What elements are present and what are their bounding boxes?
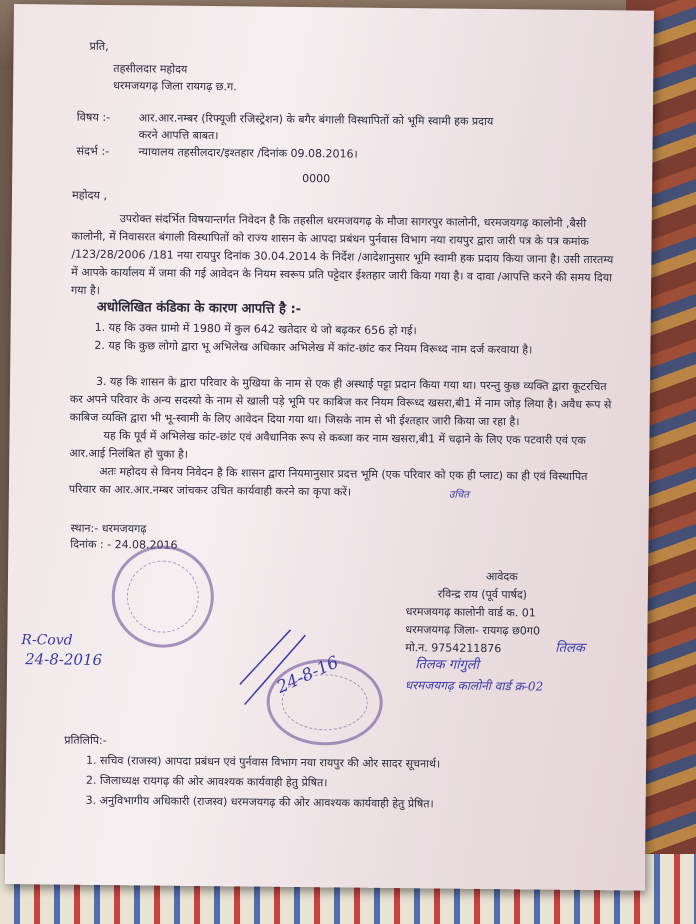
body-paragraph: उपरोक्त संदर्भित विषयान्तर्गत निवेदन है कि तहसील धरमजयगढ़ के मौजा सागरपुर कालोनी, धरमजयगढ़ कालोनी ,बैसी कालोनी, में निवासरत बंगाली विस्थापितों को राज्य शासन के आपदा प्रबंधन पुर्नवास विभाग नया रायपुर द्वारा जारी पत्र के पत्र कमांक /123/28/2006 /181 नया रायपुर दिनांक 30.04.2014 के निर्देश /आदेशानुसार भूमि स्वामी हक प्रदाय किया जाना है। उसी तारतम्य में आपके कार्यालय में जमा की गई आवेदन के नियम स्वरूप प्रति पट्टेदार ईश्तहार जारी किया गया है। व दावा /आपत्ति करने की समय दिया गया है।	[70, 212, 614, 297]
point-1: 1. यह कि उक्त ग्रामो में 1980 में कुल 642 खतेदार थे जो बढ़कर 656 हो गई।	[94, 320, 417, 338]
addressee-title: तहसीलदार महोदय	[113, 62, 188, 76]
copy-item-1: 1. सचिव (राजस्व) आपदा प्रबंधन एवं पुर्नवास विभाग नया रायपुर की ओर सादर सूचनार्थ।	[86, 753, 441, 771]
applicant-mobile: मो.न. 9754211876	[405, 641, 502, 656]
objection-heading: अधोलिखित कंडिका के कारण आपत्ति है :-	[96, 299, 302, 318]
received-note: R-Covd	[21, 632, 73, 649]
reference-text: न्यायालय तहसीलदार/इश्तहार /दिनांक 09.08.2016।	[138, 145, 358, 161]
applicant-district: धरमजयगढ़ जिला- रायगढ़ छ0ग0	[405, 623, 541, 638]
handwritten-address: धरमजयगढ़ कालोनी वार्ड क्र-02	[404, 678, 544, 694]
subject-line-1: आर.आर.नम्बर (रिफ्यूजी रजिस्ट्रेशन) के बगैर बंगाली विस्थापितों को भूमि स्वामी हक प्रदाय	[138, 111, 494, 129]
handwritten-name: तिलक गांगुली	[415, 657, 480, 673]
applicant-address: धरमजयगढ़ कालोनी वार्ड क. 01	[405, 605, 536, 620]
copy-item-2: 2. जिलाध्यक्ष रायगढ़ की ओर आवश्यक कार्यवाही हेतु प्रेषित।	[85, 773, 328, 790]
applicant-signature: तिलक	[555, 640, 585, 657]
office-stamp	[111, 545, 214, 648]
request-paragraph: अतः महोदय से विनय निवेदन है कि शासन द्वारा नियमानुसार प्रदत्त भूमि (एक परिवार को एक ही प्लाट) का ही एवं विस्थापित परिवार का आर.आर.नम्बर जांचकर उचित कार्यवाही करने का कृपा करें।	[68, 464, 588, 499]
margin-note: उचित	[448, 489, 470, 501]
point-3: 3. यह कि शासन के द्वारा परिवार के मुखिया के नाम से एक ही अस्थाई पट्टा प्रदान किया गया था। परन्तु कुछ व्यक्ति द्वारा कूटरचित कर अपने परिवार के अन्य सदस्यो के नाम से खाली पड़े भूमि पर काबिज कर नियम विरूध्द खसरा,बी1 में नाम जोड़ लिया है। अवैध रूप से काबिज व्यक्ति द्वारा भी भू-स्वामी के लिए आवेदन दिया गया था। जिसके नाम से भी ईश्तहार जारी किया जा रहा है।	[69, 374, 612, 429]
subject-label: विषय :-	[76, 110, 111, 125]
date-line: दिनांक : - 24.08.2016	[70, 537, 178, 552]
salutation: महोदय ,	[71, 188, 108, 202]
addressee-place: धरमजयगढ़ जिला रायगढ़ छ.ग.	[113, 79, 237, 94]
signature-date: 24-8-16	[273, 652, 342, 698]
pen-strokes	[235, 624, 316, 715]
place-line: स्थान:- धरमजयगढ़	[70, 521, 147, 536]
letter-page	[5, 4, 654, 891]
point-4: यह कि पूर्व में अभिलेख कांट-छांट एवं अवैधानिक रूप से कब्जा कर नाम खसरा,बी1 में चढ़ाने के लिए एक पटवारी एवं एक आर.आई निलंबित हो चुका है।	[69, 428, 586, 461]
received-date: 24-8-2016	[25, 650, 103, 669]
separator: 0000	[302, 172, 331, 186]
copy-label: प्रतिलिपि:-	[64, 733, 107, 748]
copy-item-3: 3. अनुविभागीय अधिकारी (राजस्व) धरमजयगढ़ की ओर आवश्यक कार्यवाही हेतु प्रेषित।	[85, 793, 434, 811]
to-label: प्रति,	[89, 39, 109, 53]
applicant-name: रविन्द्र राय (पूर्व पार्षद)	[437, 587, 528, 602]
subject-line-2: करने आपत्ति बाबत।	[138, 128, 219, 143]
applicant-label: आवेदक	[485, 569, 518, 584]
reference-label: संदर्भ :-	[76, 144, 110, 159]
point-2: 2. यह कि कुछ लोगो द्वारा भू अभिलेख अधिकार अभिलेख में कांट-छांट कर नियम विरूध्द नाम दर्ज करवाया है।	[94, 338, 533, 357]
